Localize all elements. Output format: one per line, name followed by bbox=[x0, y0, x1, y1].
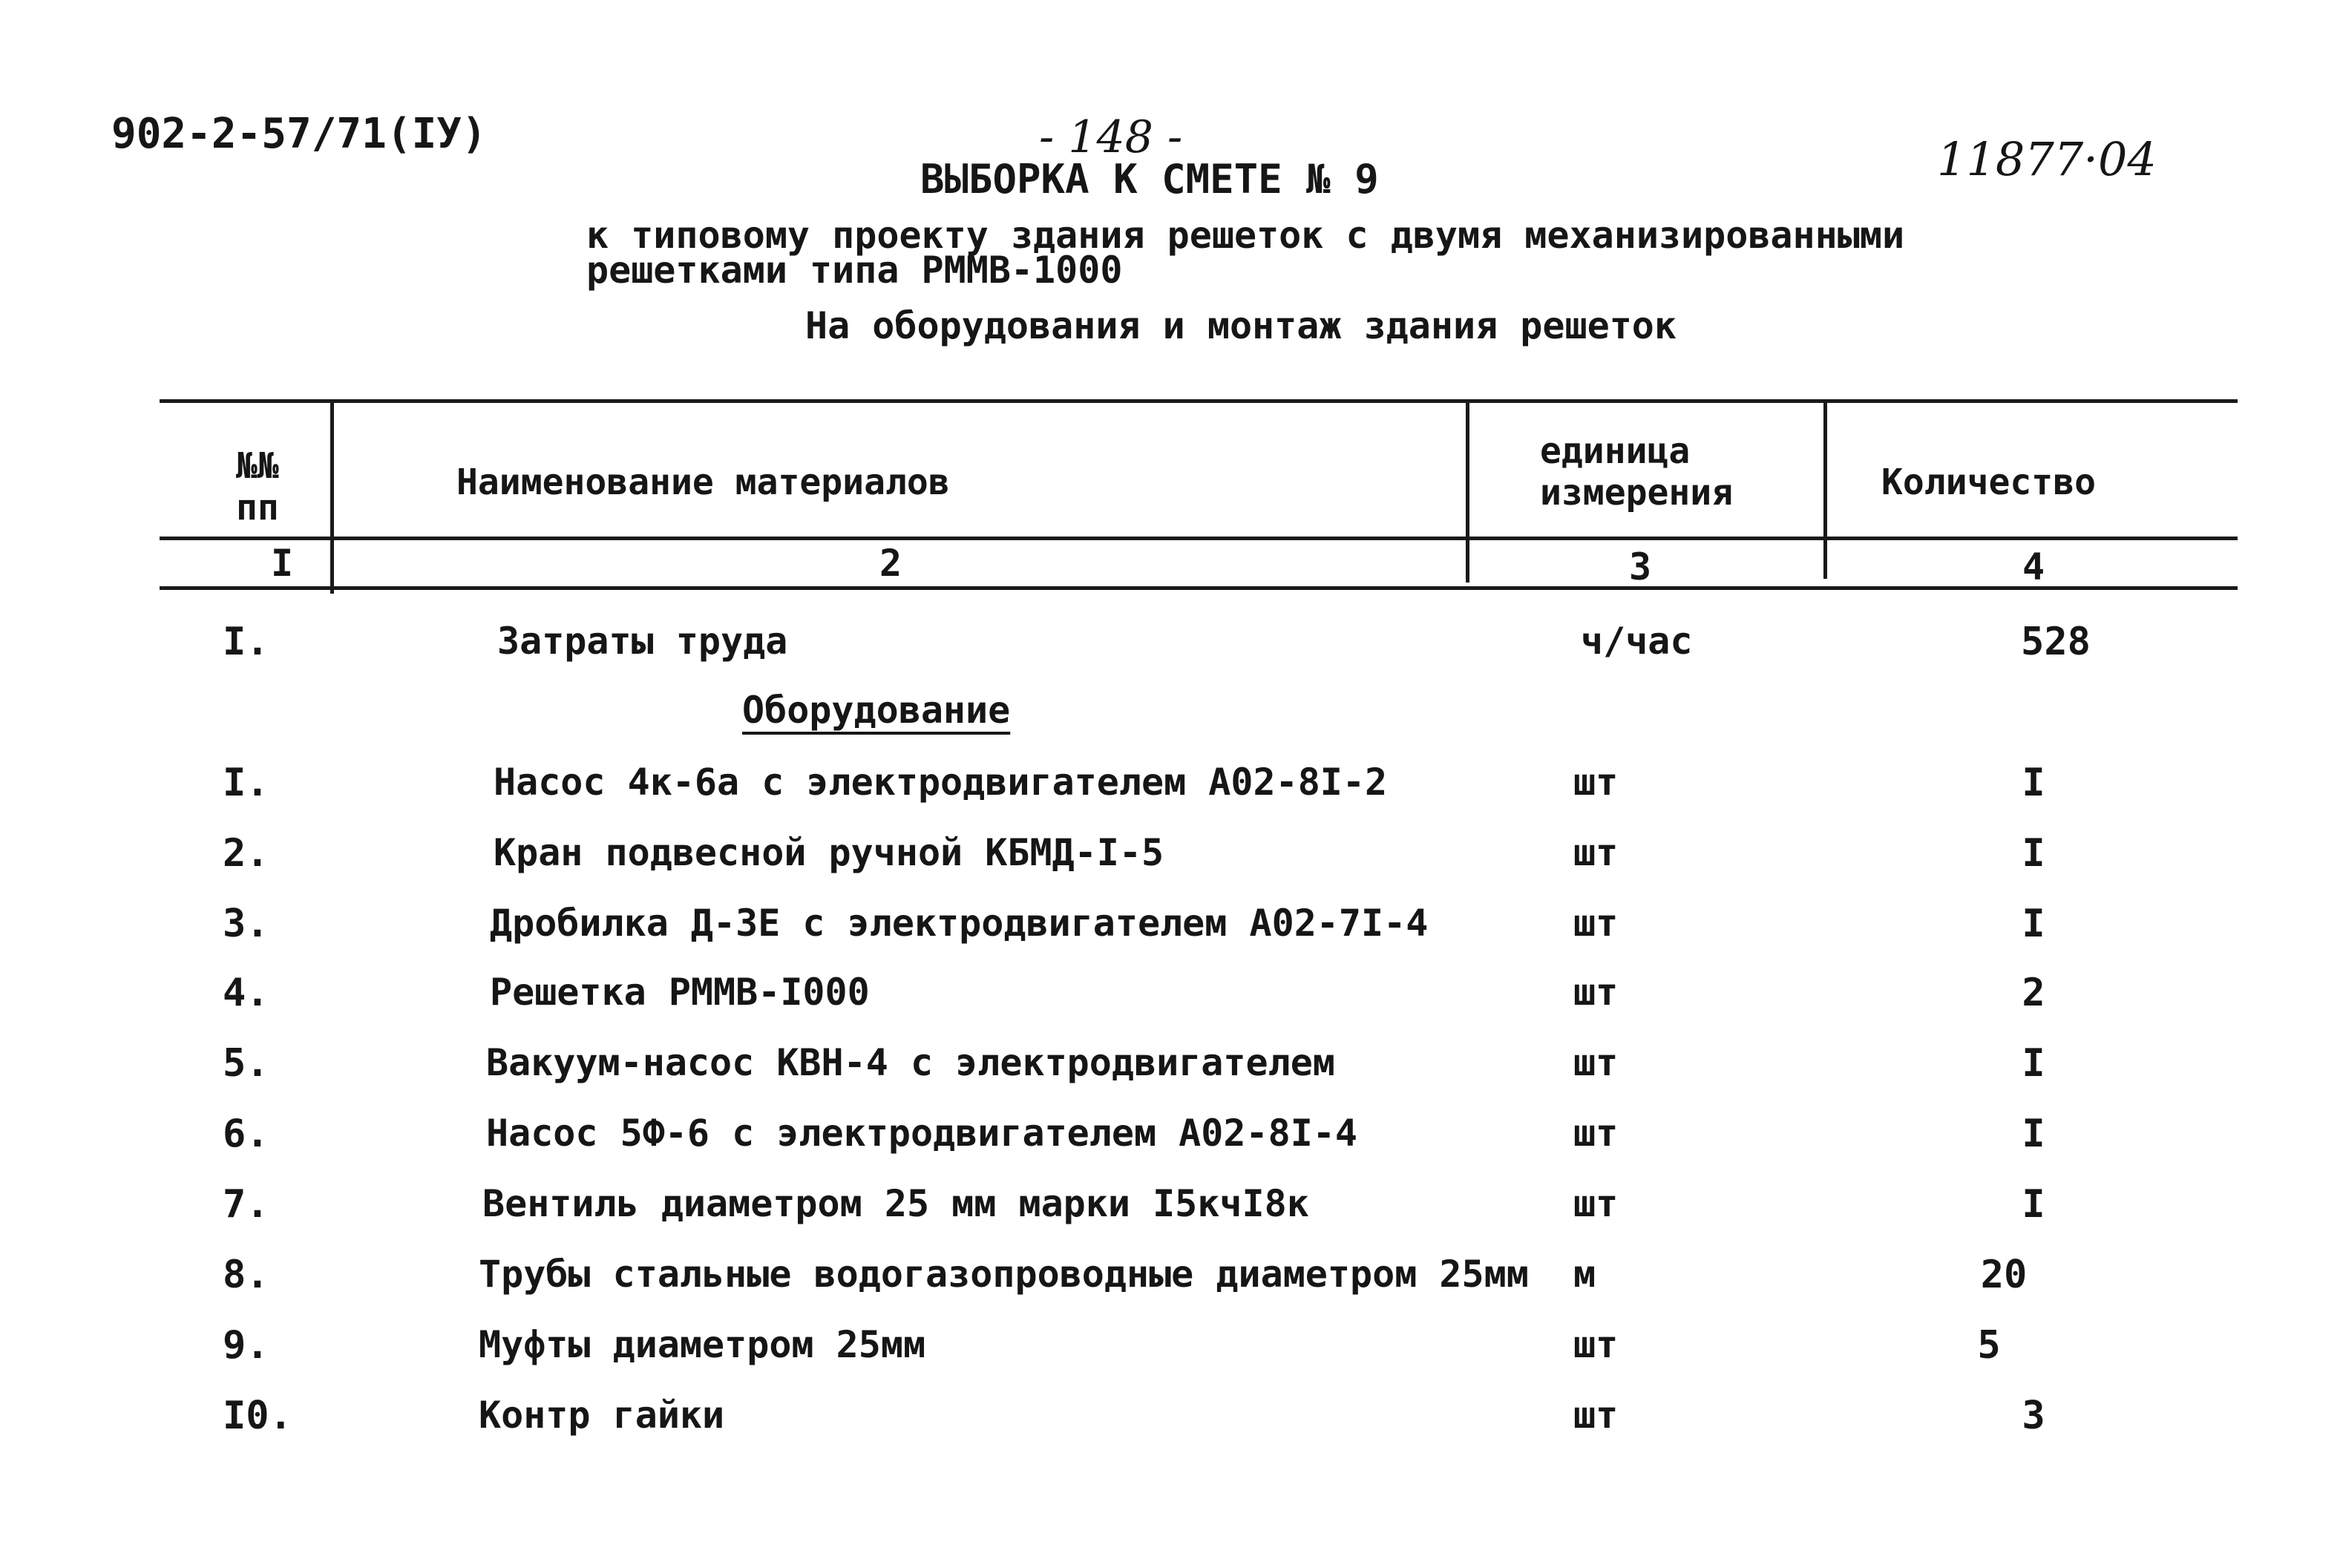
row-number: 5. bbox=[223, 1041, 269, 1086]
row-name: Трубы стальные водогазопроводные диаметром 25мм bbox=[479, 1253, 1529, 1296]
table-row-labor bbox=[0, 620, 2340, 686]
row-quantity: 3 bbox=[2022, 1394, 2045, 1438]
row-number: 2. bbox=[223, 831, 269, 876]
archive-number: 11877·04 bbox=[1937, 132, 2157, 186]
column-header-unit: единица измерения bbox=[1540, 430, 1734, 514]
table-top-rule bbox=[160, 399, 2238, 403]
table-row bbox=[0, 1182, 2340, 1249]
document-title: ВЫБОРКА К СМЕТЕ № 9 bbox=[920, 156, 1379, 203]
table-header-rule bbox=[160, 537, 2238, 540]
column-number-2: 2 bbox=[879, 542, 902, 585]
row-number: 3. bbox=[223, 902, 269, 946]
row-name: Вакуум-насос КВН-4 с электродвигателем bbox=[486, 1041, 1335, 1084]
row-number: 4. bbox=[223, 971, 269, 1015]
subtitle-line-1: к типовому проекту здания решеток с двумя механизированными bbox=[586, 214, 1905, 257]
row-name: Муфты диаметром 25мм bbox=[479, 1323, 926, 1366]
row-name: Контр гайки bbox=[479, 1394, 725, 1437]
row-name: Вентиль диаметром 25 мм марки I5кчI8к bbox=[482, 1182, 1309, 1225]
row-unit: шт bbox=[1573, 1182, 1619, 1225]
row-name: Насос 5Ф-6 с электродвигателем А02-8I-4 bbox=[486, 1112, 1357, 1155]
row-unit: шт bbox=[1573, 971, 1619, 1014]
row-number: 7. bbox=[223, 1182, 269, 1227]
section-heading: Оборудование bbox=[742, 689, 1011, 732]
row-unit: шт bbox=[1573, 1041, 1619, 1084]
table-divider-3 bbox=[1823, 401, 1827, 579]
row-number: I. bbox=[223, 761, 269, 805]
row-name: Дробилка Д-3Е с электродвигателем А02-7I-4 bbox=[490, 902, 1429, 945]
row-quantity: 2 bbox=[2022, 971, 2045, 1015]
row-number: I. bbox=[223, 620, 269, 664]
row-unit: шт bbox=[1573, 902, 1619, 945]
table-divider-2 bbox=[1466, 401, 1469, 583]
row-quantity: 528 bbox=[2021, 620, 2091, 664]
row-quantity: I bbox=[2022, 1112, 2045, 1156]
row-quantity: 5 bbox=[1977, 1323, 2001, 1368]
subtitle-line-3: На оборудования и монтаж здания решеток bbox=[805, 304, 1677, 347]
row-quantity: I bbox=[2022, 761, 2045, 805]
row-unit: шт bbox=[1573, 1323, 1619, 1366]
row-number: 9. bbox=[223, 1323, 269, 1368]
row-unit: шт bbox=[1573, 761, 1619, 804]
row-quantity: I bbox=[2022, 831, 2045, 876]
column-number-3: 3 bbox=[1628, 545, 1652, 588]
table-divider-1 bbox=[330, 401, 334, 594]
row-unit: шт bbox=[1573, 1112, 1619, 1155]
table-row bbox=[0, 971, 2340, 1037]
document-code: 902-2-57/71(IУ) bbox=[111, 110, 487, 158]
table-row bbox=[0, 1323, 2340, 1390]
row-name: Насос 4к-6а с электродвигателем А02-8I-2 bbox=[494, 761, 1388, 804]
table-row bbox=[0, 831, 2340, 898]
row-quantity: I bbox=[2022, 1041, 2045, 1086]
row-quantity: I bbox=[2022, 1182, 2045, 1227]
table-row bbox=[0, 1394, 2340, 1460]
table-row bbox=[0, 1112, 2340, 1178]
row-name: Кран подвесной ручной КБМД-I-5 bbox=[494, 831, 1164, 874]
row-number: 6. bbox=[223, 1112, 269, 1156]
row-quantity: 20 bbox=[1980, 1253, 2028, 1297]
subtitle-line-2: решетками типа РММВ-1000 bbox=[586, 249, 1123, 292]
row-unit: м bbox=[1573, 1253, 1596, 1296]
table-row bbox=[0, 902, 2340, 968]
table-row bbox=[0, 761, 2340, 827]
page-number: - 148 - bbox=[1039, 111, 1183, 163]
row-unit: шт bbox=[1573, 831, 1619, 874]
table-row bbox=[0, 1041, 2340, 1108]
row-number: 8. bbox=[223, 1253, 269, 1297]
row-unit: ч/час bbox=[1581, 620, 1693, 663]
row-name: Решетка РММВ-I000 bbox=[490, 971, 870, 1014]
column-header-name: Наименование материалов bbox=[456, 462, 950, 503]
column-header-quantity: Количество bbox=[1881, 462, 2096, 503]
column-header-number: №№ пп bbox=[236, 445, 279, 528]
column-number-1: I bbox=[270, 542, 294, 585]
table-column-number-rule bbox=[160, 586, 2238, 590]
row-name: Затраты труда bbox=[497, 620, 788, 663]
row-number: I0. bbox=[223, 1394, 292, 1438]
table-row bbox=[0, 1253, 2340, 1319]
row-quantity: I bbox=[2022, 902, 2045, 946]
row-unit: шт bbox=[1573, 1394, 1619, 1437]
column-number-4: 4 bbox=[2022, 545, 2045, 588]
